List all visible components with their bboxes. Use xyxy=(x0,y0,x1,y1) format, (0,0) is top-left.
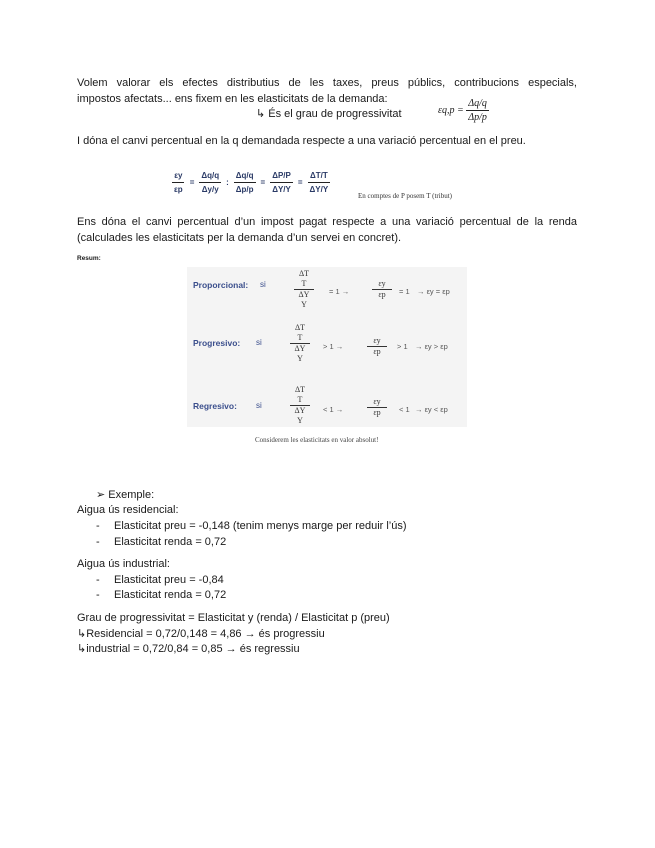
frac-Y: Y xyxy=(297,416,303,425)
frac-T: T xyxy=(290,395,310,406)
row-eps-ratio xyxy=(367,336,387,357)
row-si: si xyxy=(256,338,262,347)
eq-t4-num: ΔP/P xyxy=(270,170,293,183)
row-result: → εy = εp xyxy=(417,287,450,296)
eq-t5-den: ΔY/Y xyxy=(309,185,329,194)
row-cmp2: < 1 xyxy=(399,405,410,414)
renda-line-2: (calculades les elasticitats per la demanda d’un servei en concret). xyxy=(77,232,402,244)
row-cmp: < 1 → xyxy=(323,405,344,414)
list-dash: - xyxy=(96,536,100,548)
frac-dY: ΔY xyxy=(294,406,306,415)
row-result: → εy < εp xyxy=(415,405,448,414)
industrial-result: ↳industrial = 0,72/0,84 = 0,85 → és regressiu xyxy=(77,643,300,655)
row-cmp: = 1 → xyxy=(329,287,350,296)
resum-label: Resum: xyxy=(77,255,101,262)
intro-line-2: impostos afectats... ens fixem en les elasticitats de la demanda: xyxy=(77,93,388,105)
eq-sign: = xyxy=(297,178,303,187)
eq-lhs-num: εy xyxy=(172,170,184,183)
frac-T: T xyxy=(294,279,314,290)
row-cmp2: = 1 xyxy=(399,287,410,296)
row-si: si xyxy=(256,401,262,410)
row-result: → εy > εp xyxy=(415,342,448,351)
equation-note: En comptes de P posem T (tribut) xyxy=(358,192,452,200)
eq-t4-den: ΔY/Y xyxy=(272,185,291,194)
frac-Y: Y xyxy=(297,354,303,363)
formula-denominator: Δp/p xyxy=(468,112,487,123)
industrial-income-elasticity: Elasticitat renda = 0,72 xyxy=(114,589,227,601)
industrial-title: Aigua ús industrial: xyxy=(77,558,170,570)
eq-t3-den: Δp/p xyxy=(235,185,254,194)
frac-dY: ΔY xyxy=(294,344,306,353)
frac-dT: ΔT xyxy=(294,385,306,394)
row-cmp: > 1 → xyxy=(323,342,344,351)
eps-p: εp xyxy=(373,408,381,417)
industrial-price-elasticity: Elasticitat preu = -0,84 xyxy=(114,574,224,586)
eq-t5-num: ΔT/T xyxy=(308,170,330,183)
eq-t2-num: Δq/q xyxy=(199,170,221,183)
renda-line-1: Ens dóna el canvi percentual d’un impost pagat respecte a una variació percentual de la renda xyxy=(77,216,577,228)
row-eps-ratio xyxy=(367,397,387,418)
eq-sign: = xyxy=(260,178,266,187)
resum-caption: Considerem les elasticitats en valor absolut! xyxy=(255,436,379,444)
elasticity-equation xyxy=(172,170,330,195)
frac-Y: Y xyxy=(301,300,307,309)
price-elasticity-formula xyxy=(438,98,489,123)
formula-lhs: εq,p = xyxy=(438,104,464,116)
eq-colon: : xyxy=(226,178,229,187)
residential-income-elasticity: Elasticitat renda = 0,72 xyxy=(114,536,227,548)
residential-result: ↳Residencial = 0,72/0,148 = 4,86 → és progressiu xyxy=(77,628,325,640)
row-cmp2: > 1 xyxy=(397,342,408,351)
row-tax-income-ratio xyxy=(294,269,314,310)
row-tax-income-ratio xyxy=(290,323,310,364)
frac-dY: ΔY xyxy=(298,290,310,299)
row-si: si xyxy=(260,280,266,289)
list-dash: - xyxy=(96,520,100,532)
example-heading: ➢ Exemple: xyxy=(96,489,155,501)
list-dash: - xyxy=(96,589,100,601)
intro-line-1: Volem valorar els efectes distributius de les taxes, preus públics, contribucions especials, xyxy=(77,77,577,89)
frac-dT: ΔT xyxy=(298,269,310,278)
residential-title: Aigua ús residencial: xyxy=(77,504,179,516)
eq-sign: = xyxy=(189,178,195,187)
residential-price-elasticity: Elasticitat preu = -0,148 (tenim menys marge per reduir l’ús) xyxy=(114,520,407,532)
eps-p: εp xyxy=(378,290,386,299)
eps-y: εy xyxy=(367,397,387,408)
q-paragraph: I dóna el canvi percentual en la q demandada respecte a una variació percentual en el preu. xyxy=(77,135,526,147)
eps-y: εy xyxy=(372,279,392,290)
eq-t2-den: Δy/y xyxy=(201,185,219,194)
progressivity-arrow-note: ↳ És el grau de progressivitat xyxy=(256,108,402,120)
eq-t3-num: Δq/q xyxy=(234,170,256,183)
formula-numerator: Δq/q xyxy=(468,98,487,109)
resum-table xyxy=(187,267,467,427)
row-eps-ratio xyxy=(372,279,392,300)
row-progresivo-label: Progresivo: xyxy=(193,338,241,348)
eps-p: εp xyxy=(373,347,381,356)
frac-dT: ΔT xyxy=(294,323,306,332)
row-proporcional-label: Proporcional: xyxy=(193,280,249,290)
progressivity-definition: Grau de progressivitat = Elasticitat y (renda) / Elasticitat p (preu) xyxy=(77,612,390,624)
row-tax-income-ratio xyxy=(290,385,310,426)
list-dash: - xyxy=(96,574,100,586)
row-regresivo-label: Regresivo: xyxy=(193,401,237,411)
eq-lhs-den: εp xyxy=(174,185,183,194)
eps-y: εy xyxy=(367,336,387,347)
frac-T: T xyxy=(290,333,310,344)
